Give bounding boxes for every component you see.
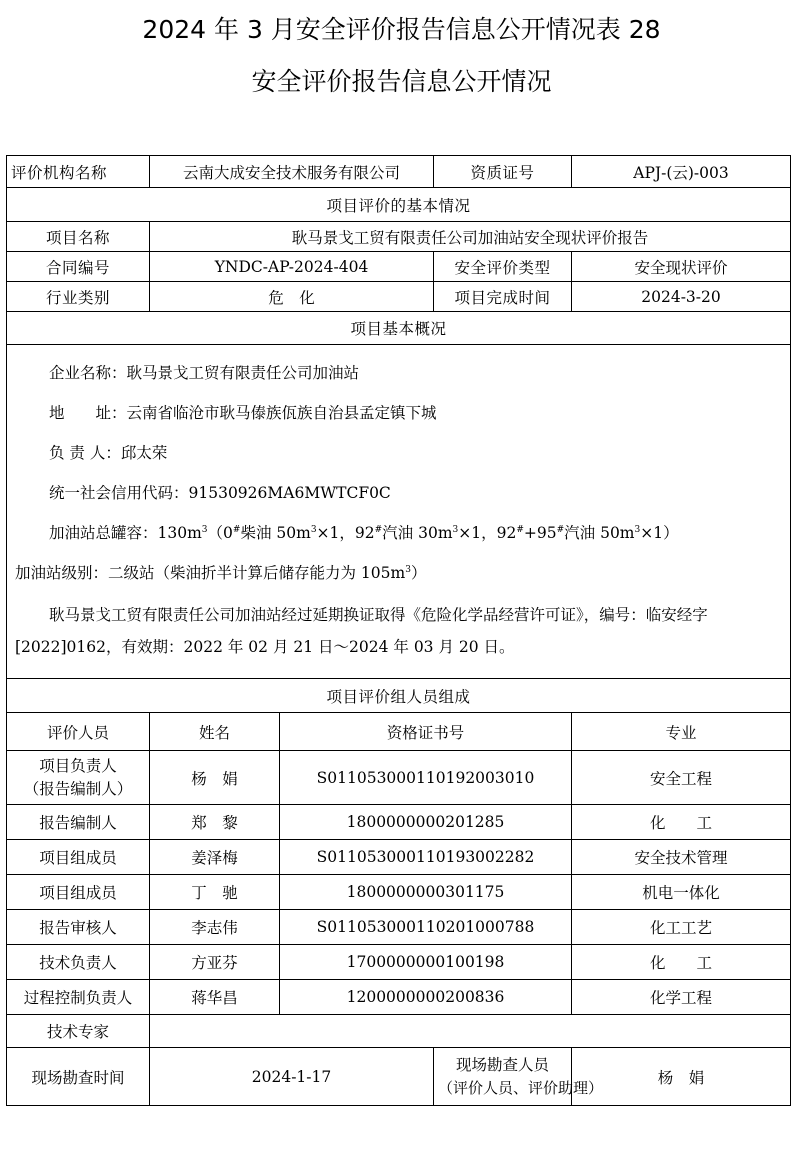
industry-label: 行业类别 (7, 282, 150, 312)
capacity-unit-sup: 3 (201, 524, 208, 535)
basic-section-heading: 项目评价的基本情况 (7, 188, 791, 222)
team-name: 李志伟 (150, 910, 280, 945)
team-name: 丁 驰 (150, 875, 280, 910)
capacity-unit-sup: 3 (310, 524, 317, 535)
team-major: 化学工程 (572, 980, 791, 1015)
team-row (7, 840, 791, 875)
overview-address: 地 址：云南省临沧市耿马傣族佤族自治县孟定镇下城 (49, 404, 437, 422)
contract-label: 合同编号 (7, 252, 150, 282)
overview-section-heading: 项目基本概况 (7, 312, 791, 345)
team-major: 化 工 (572, 945, 791, 980)
expert-value (150, 1015, 791, 1048)
team-role-line2: （报告编制人） (23, 779, 133, 798)
level-text-end: ） (410, 564, 427, 582)
disclosure-table (6, 155, 791, 1106)
capacity-part: 汽油 30m (382, 524, 453, 542)
contract-row (7, 252, 791, 282)
overview-license: 耿马景戈工贸有限责任公司加油站经过延期换证取得《危险化学品经营许可证》，编号：临安经字[2022]0162，有效期：2022 年 02 月 21 日～2024 年 03 月 20 日。 (15, 606, 708, 656)
team-cert: 1800000000301175 (280, 875, 572, 910)
disclosure-table-wrapper (6, 155, 790, 1106)
team-header-name: 姓名 (150, 713, 280, 751)
team-role: 过程控制负责人 (7, 980, 150, 1015)
capacity-part: 柴油 50m (240, 524, 311, 542)
capacity-unit-sup: 3 (634, 524, 641, 535)
basic-section-row (7, 188, 791, 222)
eval-type-value: 安全现状评价 (572, 252, 791, 282)
team-row (7, 751, 791, 805)
eval-type-label: 安全评价类型 (434, 252, 572, 282)
page-subtitle: 安全评价报告信息公开情况 (251, 67, 552, 96)
team-major: 安全技术管理 (572, 840, 791, 875)
capacity-unit-sup: 3 (452, 524, 459, 535)
team-cert: S011053000110201000788 (280, 910, 572, 945)
team-major: 机电一体化 (572, 875, 791, 910)
industry-value: 危 化 (150, 282, 434, 312)
team-header-row (7, 713, 791, 751)
team-cert: 1800000000201285 (280, 805, 572, 840)
capacity-part: （0 (207, 524, 233, 542)
expert-label: 技术专家 (7, 1015, 150, 1048)
capacity-part: +95 (523, 524, 557, 542)
overview-company: 企业名称：耿马景戈工贸有限责任公司加油站 (49, 364, 360, 382)
grade-sup: # (516, 524, 524, 535)
team-cert: S011053000110193002282 (280, 840, 572, 875)
overview-capacity (15, 513, 782, 553)
overview-credit-code: 统一社会信用代码：91530926MA6MWTCF0C (49, 484, 391, 502)
overview-person: 负 责 人：邱太荣 (49, 444, 168, 462)
survey-people-label-line2: （评价人员、评价助理） (438, 1078, 604, 1097)
project-name-row (7, 222, 791, 252)
team-cert: 1700000000100198 (280, 945, 572, 980)
capacity-part: ×1，92 (316, 524, 375, 542)
survey-people-label-line1: 现场勘查人员 (456, 1055, 550, 1074)
capacity-part: ×1，92 (458, 524, 517, 542)
contract-value: YNDC-AP-2024-404 (150, 252, 434, 282)
level-text: 加油站级别：二级站（柴油折半计算后储存能力为 105m (15, 564, 406, 582)
grade-sup: # (232, 524, 241, 535)
complete-time-value: 2024-3-20 (572, 282, 791, 312)
survey-time-value: 2024-1-17 (150, 1048, 434, 1106)
team-row (7, 875, 791, 910)
survey-row (7, 1048, 791, 1106)
team-role (7, 751, 150, 805)
team-major: 安全工程 (572, 751, 791, 805)
team-header-cert: 资格证书号 (280, 713, 572, 751)
team-name: 姜泽梅 (150, 840, 280, 875)
overview-content (7, 345, 791, 679)
grade-sup: # (556, 524, 565, 535)
team-role: 项目组成员 (7, 875, 150, 910)
team-role: 项目组成员 (7, 840, 150, 875)
team-header-role: 评价人员 (7, 713, 150, 751)
industry-row (7, 282, 791, 312)
overview-row (7, 345, 791, 679)
team-row (7, 945, 791, 980)
cert-label: 资质证号 (434, 156, 572, 188)
team-role: 报告审核人 (7, 910, 150, 945)
team-section-row (7, 679, 791, 713)
survey-people-value: 杨 娟 (572, 1048, 791, 1106)
team-major: 化工工艺 (572, 910, 791, 945)
page-title: 2024 年 3 月安全评价报告信息公开情况表 28 (142, 15, 661, 44)
level-unit-sup: 3 (405, 564, 411, 575)
org-label: 评价机构名称 (7, 156, 150, 188)
project-name-value: 耿马景戈工贸有限责任公司加油站安全现状评价报告 (150, 222, 791, 252)
overview-section-row (7, 312, 791, 345)
team-role: 技术负责人 (7, 945, 150, 980)
team-cert: 1200000000200836 (280, 980, 572, 1015)
team-row (7, 805, 791, 840)
team-name: 方亚芬 (150, 945, 280, 980)
team-header-major: 专业 (572, 713, 791, 751)
cert-value: APJ-(云)-003 (572, 156, 791, 188)
project-name-label: 项目名称 (7, 222, 150, 252)
team-name: 郑 黎 (150, 805, 280, 840)
capacity-part: ×1） (640, 524, 679, 542)
survey-time-label: 现场勘查时间 (7, 1048, 150, 1106)
team-role-line1: 项目负责人 (39, 756, 117, 775)
complete-time-label: 项目完成时间 (434, 282, 572, 312)
survey-people-label (434, 1048, 604, 1106)
grade-sup: # (374, 524, 383, 535)
team-section-heading: 项目评价组人员组成 (7, 679, 791, 713)
capacity-total: 加油站总罐容：130m (49, 524, 202, 542)
team-role: 报告编制人 (7, 805, 150, 840)
team-row (7, 910, 791, 945)
org-value: 云南大成安全技术服务有限公司 (150, 156, 434, 188)
team-name: 杨 娟 (150, 751, 280, 805)
expert-row (7, 1015, 791, 1048)
team-row (7, 980, 791, 1015)
team-cert: S011053000110192003010 (280, 751, 572, 805)
team-name: 蒋华昌 (150, 980, 280, 1015)
org-row (7, 156, 791, 188)
capacity-part: 汽油 50m (564, 524, 635, 542)
team-major: 化 工 (572, 805, 791, 840)
overview-level (15, 553, 782, 593)
